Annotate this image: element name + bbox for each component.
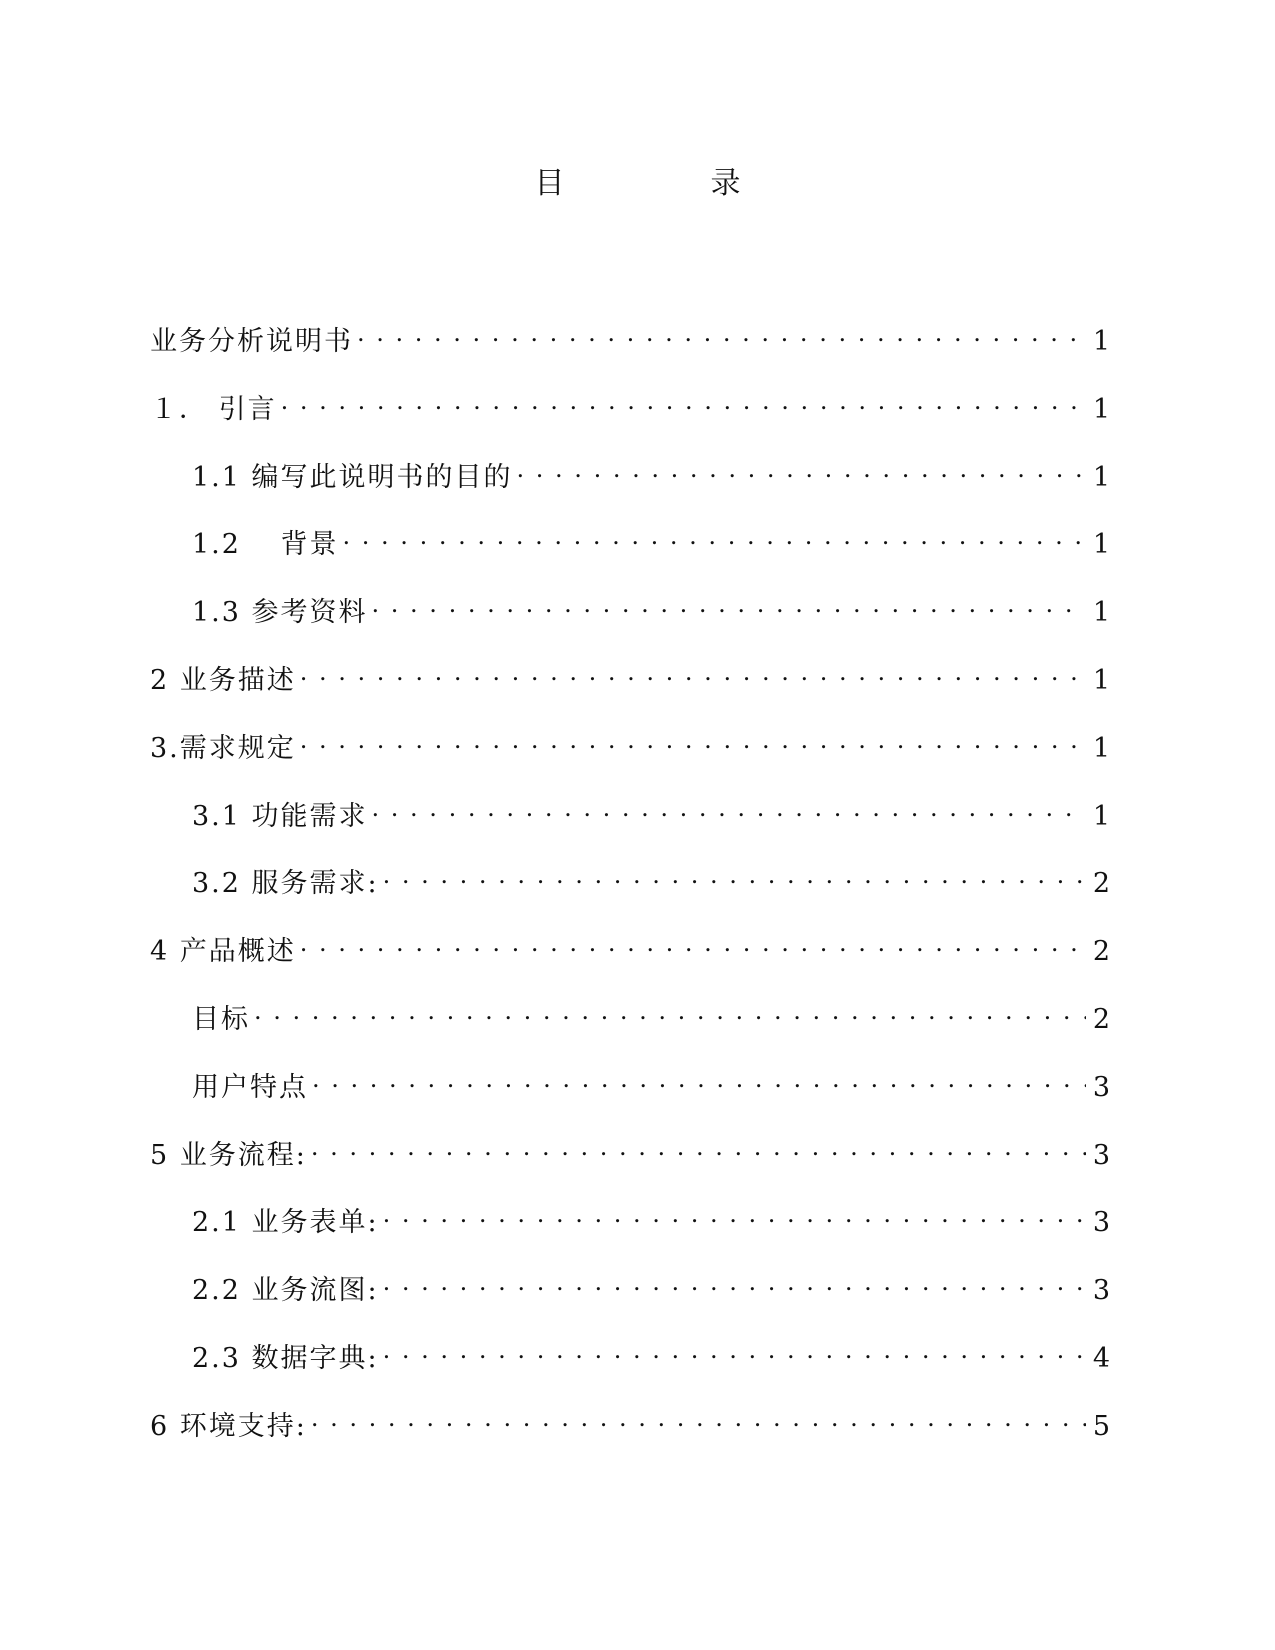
toc-page-number: 1 — [1092, 800, 1110, 832]
toc-entry[interactable] — [150, 1401, 1110, 1469]
toc-dot-leader — [372, 587, 1086, 621]
toc-title: 目 录 — [534, 166, 799, 201]
toc-entry[interactable] — [150, 587, 1110, 655]
toc-page-number: 3 — [1092, 1139, 1110, 1171]
toc-dot-leader — [300, 655, 1086, 689]
toc-entry-label: １． 引言 — [150, 393, 277, 425]
toc-dot-leader — [312, 1062, 1086, 1096]
toc-page-number: 3 — [1092, 1071, 1110, 1103]
toc-entry[interactable] — [150, 452, 1110, 520]
toc-dot-leader — [300, 723, 1086, 757]
toc-entry[interactable] — [150, 1197, 1110, 1265]
toc-entry[interactable] — [150, 1333, 1110, 1401]
toc-dot-leader — [383, 858, 1086, 892]
toc-entry[interactable] — [150, 1062, 1110, 1130]
toc-page-number: 4 — [1092, 1342, 1110, 1374]
toc-dot-leader — [383, 1333, 1086, 1367]
toc-entry-label: 6 环境支持: — [150, 1410, 307, 1442]
toc-entry[interactable] — [150, 655, 1110, 723]
toc-dot-leader — [372, 791, 1086, 825]
toc-page-number: 1 — [1092, 393, 1110, 425]
toc-entry-label: 2 业务描述 — [150, 664, 296, 696]
toc-entry-label: 2.1 业务表单: — [192, 1207, 379, 1239]
toc-dot-leader — [517, 452, 1086, 486]
toc-entry[interactable] — [150, 858, 1110, 926]
toc-entry[interactable] — [150, 316, 1110, 384]
toc-entry-label: 1.1 编写此说明书的目的 — [192, 461, 513, 493]
toc-page-number: 1 — [1092, 732, 1110, 764]
toc-dot-leader — [343, 519, 1086, 553]
toc-page-number: 3 — [1092, 1275, 1110, 1307]
toc-dot-leader — [311, 1130, 1086, 1164]
toc-page-number: 1 — [1092, 597, 1110, 629]
toc-entry[interactable] — [150, 384, 1110, 452]
toc-page-number: 1 — [1092, 664, 1110, 696]
toc-dot-leader — [300, 926, 1086, 960]
toc-entry[interactable] — [150, 994, 1110, 1062]
toc-entry-label: 1.3 参考资料 — [192, 597, 368, 629]
toc-dot-leader — [311, 1401, 1086, 1435]
toc-dot-leader — [281, 384, 1086, 418]
toc-entry-label: 3.2 服务需求: — [192, 868, 379, 900]
toc-entry-label: 用户特点 — [192, 1071, 308, 1103]
toc-page-number: 2 — [1092, 936, 1110, 968]
toc-entry[interactable] — [150, 926, 1110, 994]
toc-entry[interactable] — [150, 791, 1110, 859]
toc-page-number: 1 — [1092, 529, 1110, 561]
toc-page-number: 3 — [1092, 1207, 1110, 1239]
toc-entry-label: 业务分析说明书 — [150, 326, 353, 357]
toc-entry-label: 5 业务流程: — [150, 1139, 307, 1171]
toc-entry-label: 2.2 业务流图: — [192, 1275, 379, 1307]
toc-entry[interactable] — [150, 723, 1110, 791]
toc-entry-label: 3.需求规定 — [150, 732, 296, 764]
toc-dot-leader — [357, 316, 1086, 350]
toc-page-number: 2 — [1092, 1003, 1110, 1035]
toc-dot-leader — [383, 1197, 1086, 1231]
toc-dot-leader — [254, 994, 1086, 1028]
toc-dot-leader — [383, 1265, 1086, 1299]
toc-entry-label: 2.3 数据字典: — [192, 1342, 379, 1374]
toc-entry-label: 3.1 功能需求 — [192, 800, 368, 832]
toc-entry-label: 4 产品概述 — [150, 936, 296, 968]
toc-entry-label: 目标 — [192, 1003, 250, 1035]
toc-entry-label: 1.2 背景 — [192, 529, 339, 561]
toc-page-number: 5 — [1092, 1410, 1110, 1442]
toc-entry[interactable] — [150, 1265, 1110, 1333]
table-of-contents — [150, 316, 1110, 1469]
toc-page-number: 2 — [1092, 868, 1110, 900]
toc-entry[interactable] — [150, 1130, 1110, 1198]
toc-entry[interactable] — [150, 519, 1110, 587]
toc-page-number: 1 — [1092, 326, 1110, 357]
toc-page-number: 1 — [1092, 461, 1110, 493]
